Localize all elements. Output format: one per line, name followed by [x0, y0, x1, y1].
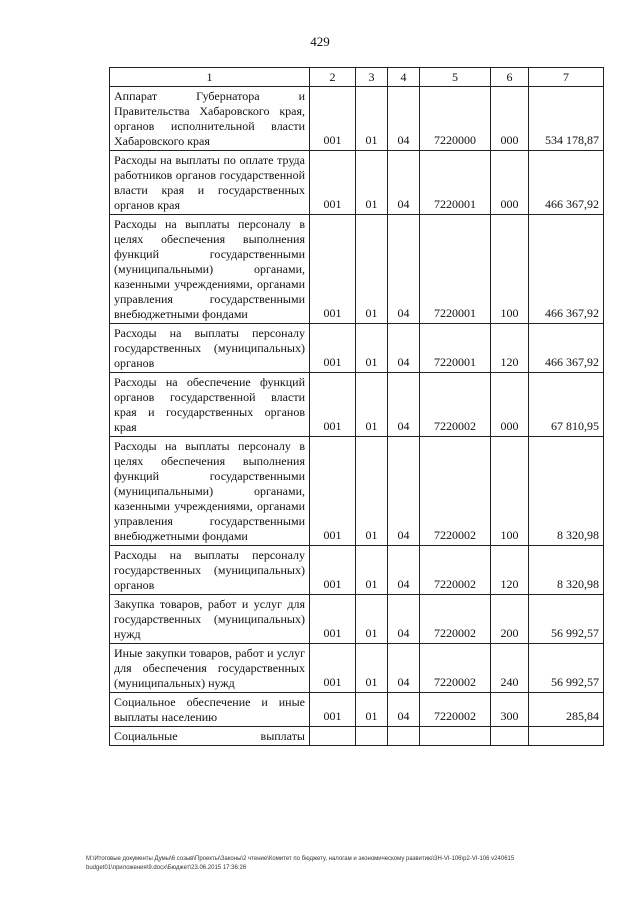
row-target-article: 7220002: [420, 644, 491, 693]
row-target-article: 7220002: [420, 595, 491, 644]
row-ministry-code: 001: [310, 437, 356, 546]
col-header-7: 7: [529, 68, 604, 87]
row-subsection: 04: [388, 151, 420, 215]
row-ministry-code: 001: [310, 693, 356, 727]
row-target-article: 7220000: [420, 87, 491, 151]
row-amount: 466 367,92: [529, 151, 604, 215]
col-header-3: 3: [356, 68, 388, 87]
row-section: 01: [356, 693, 388, 727]
row-subsection: 04: [388, 437, 420, 546]
table-row: [110, 87, 604, 151]
row-section: 01: [356, 437, 388, 546]
table-row: [110, 324, 604, 373]
row-target-article: 7220002: [420, 373, 491, 437]
row-section: 01: [356, 215, 388, 324]
col-header-6: 6: [491, 68, 529, 87]
row-expense-type: [491, 727, 529, 746]
row-expense-type: 300: [491, 693, 529, 727]
budget-table: [109, 67, 604, 746]
row-subsection: 04: [388, 87, 420, 151]
col-header-4: 4: [388, 68, 420, 87]
row-name: Расходы на выплаты персоналу государственных (муниципальных) органов: [110, 324, 310, 373]
row-ministry-code: 001: [310, 546, 356, 595]
row-name: Социальное обеспечение и иные выплаты населению: [110, 693, 310, 727]
table-row: [110, 644, 604, 693]
row-subsection: 04: [388, 546, 420, 595]
row-amount: 285,84: [529, 693, 604, 727]
table-row: [110, 373, 604, 437]
row-expense-type: 000: [491, 151, 529, 215]
table-row: [110, 215, 604, 324]
col-header-5: 5: [420, 68, 491, 87]
row-amount: 56 992,57: [529, 595, 604, 644]
row-name: Расходы на выплаты по оплате труда работников органов государственной власти края и государственных органов края: [110, 151, 310, 215]
row-subsection: 04: [388, 324, 420, 373]
row-name: Расходы на выплаты персоналу в целях обеспечения выполнения функций государственными (муниципальными) органами, казенными учреждениями, органами управления государственными внебюджетными фондами: [110, 437, 310, 546]
file-path-footer: M:\Итоговые документы Думы\6 созыв\Проекты\Законы\2 чтение\Комитет по бюджету, налогам и экономическому развитию\3Н-VI-106\р2-VI-106 v240615 budget01\приложения\9.docx\Бюджет\23.06.2015 17:36:26: [86, 856, 515, 871]
row-ministry-code: 001: [310, 215, 356, 324]
col-header-1: 1: [110, 68, 310, 87]
row-section: 01: [356, 595, 388, 644]
row-subsection: 04: [388, 693, 420, 727]
row-ministry-code: 001: [310, 644, 356, 693]
row-name: Закупка товаров, работ и услуг для государственных (муниципальных) нужд: [110, 595, 310, 644]
row-name: Социальные выплаты: [110, 727, 310, 746]
row-name: Расходы на обеспечение функций органов государственной власти края и государственных органов края: [110, 373, 310, 437]
row-subsection: 04: [388, 373, 420, 437]
row-ministry-code: 001: [310, 324, 356, 373]
row-name: Иные закупки товаров, работ и услуг для обеспечения государственных (муниципальных) нужд: [110, 644, 310, 693]
row-ministry-code: 001: [310, 373, 356, 437]
row-target-article: 7220001: [420, 324, 491, 373]
row-expense-type: 120: [491, 324, 529, 373]
row-subsection: 04: [388, 595, 420, 644]
table-row: [110, 546, 604, 595]
table-row: [110, 151, 604, 215]
row-section: 01: [356, 151, 388, 215]
table-row: [110, 693, 604, 727]
row-name: Аппарат Губернатора и Правительства Хабаровского края, органов исполнительной власти Хабаровского края: [110, 87, 310, 151]
row-section: 01: [356, 644, 388, 693]
row-amount: 534 178,87: [529, 87, 604, 151]
row-section: 01: [356, 87, 388, 151]
row-subsection: 04: [388, 644, 420, 693]
col-header-2: 2: [310, 68, 356, 87]
row-expense-type: 100: [491, 215, 529, 324]
row-amount: 8 320,98: [529, 437, 604, 546]
row-target-article: 7220001: [420, 151, 491, 215]
row-name: Расходы на выплаты персоналу в целях обеспечения выполнения функций государственными (муниципальными) органами, казенными учреждениями, органами управления государственными внебюджетными фондами: [110, 215, 310, 324]
table-row: [110, 727, 604, 746]
row-expense-type: 240: [491, 644, 529, 693]
row-expense-type: 200: [491, 595, 529, 644]
row-expense-type: 000: [491, 87, 529, 151]
row-target-article: 7220002: [420, 693, 491, 727]
row-ministry-code: 001: [310, 151, 356, 215]
row-target-article: [420, 727, 491, 746]
row-section: 01: [356, 546, 388, 595]
row-expense-type: 000: [491, 373, 529, 437]
row-subsection: 04: [388, 215, 420, 324]
row-section: 01: [356, 324, 388, 373]
row-subsection: [388, 727, 420, 746]
row-section: [356, 727, 388, 746]
row-section: 01: [356, 373, 388, 437]
header-row: [110, 68, 604, 87]
row-amount: 466 367,92: [529, 215, 604, 324]
row-expense-type: 120: [491, 546, 529, 595]
row-ministry-code: 001: [310, 595, 356, 644]
row-amount: [529, 727, 604, 746]
page-number: 429: [310, 34, 330, 49]
row-target-article: 7220002: [420, 546, 491, 595]
row-amount: 466 367,92: [529, 324, 604, 373]
row-amount: 67 810,95: [529, 373, 604, 437]
row-target-article: 7220002: [420, 437, 491, 546]
row-name: Расходы на выплаты персоналу государственных (муниципальных) органов: [110, 546, 310, 595]
row-target-article: 7220001: [420, 215, 491, 324]
row-ministry-code: 001: [310, 87, 356, 151]
row-expense-type: 100: [491, 437, 529, 546]
row-amount: 56 992,57: [529, 644, 604, 693]
row-amount: 8 320,98: [529, 546, 604, 595]
row-ministry-code: [310, 727, 356, 746]
table-row: [110, 595, 604, 644]
table-row: [110, 437, 604, 546]
